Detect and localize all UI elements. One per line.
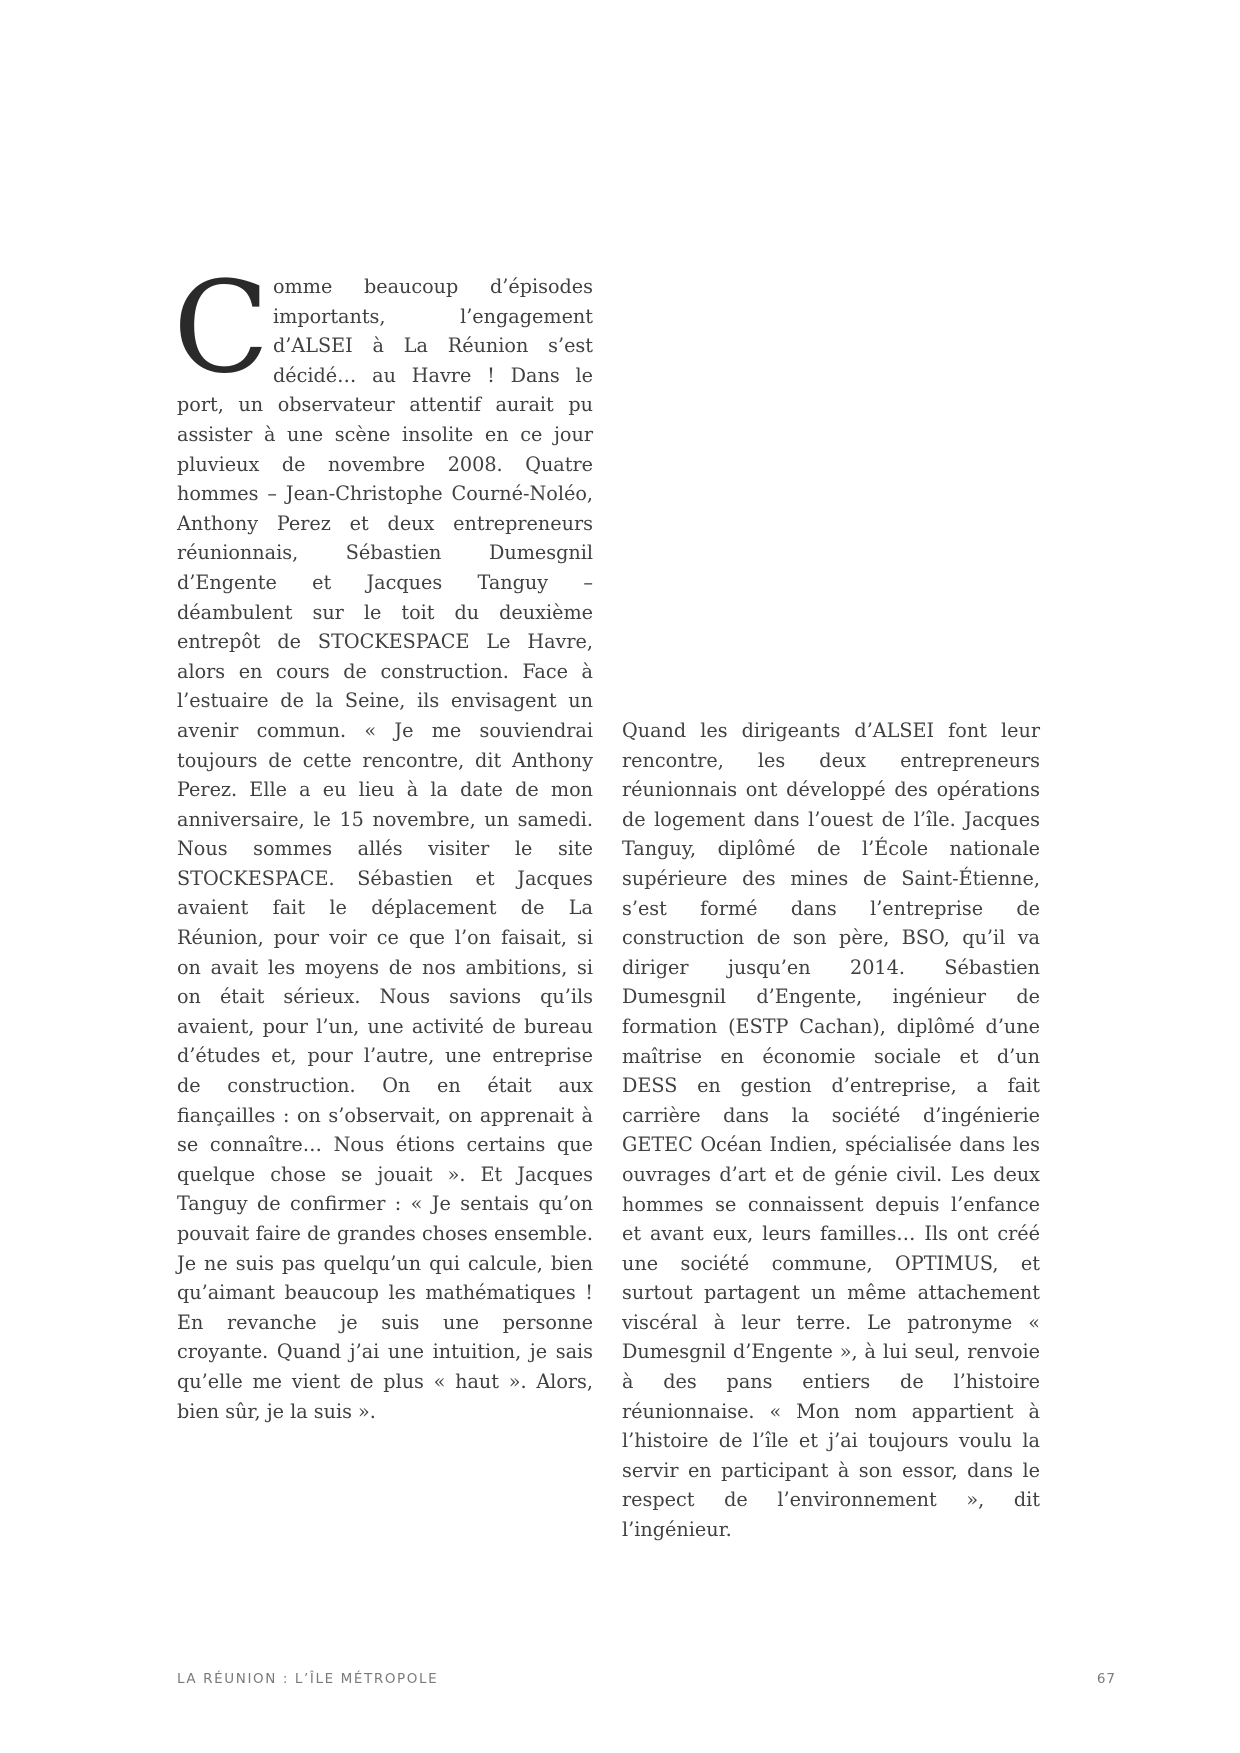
article-column-left [173, 254, 593, 1426]
running-title: LA RÉUNION : L’ÎLE MÉTROPOLE [177, 1671, 439, 1687]
article-paragraph-left: omme beaucoup d’épisodes importants, l’engagement d’ALSEI à La Réunion s’est décidé… au Havre ! Dans le port, un observateur attentif aurait pu assister à une scène insolite en ce jour pluvieux de novembre 2008. Quatre hommes – Jean-Christophe Courné-Noléo, Anthony Perez et deux entrepreneurs réunionnais, Sébastien Dumesgnil d’Engente et Jacques Tanguy – déambulent sur le toit du deuxième entrepôt de STOCKESPACE Le Havre, alors en cours de construction. Face à l’estuaire de la Seine, ils envisagent un avenir commun. « Je me souviendrai toujours de cette rencontre, dit Anthony Perez. Elle a eu lieu à la date de mon anniversaire, le 15 novembre, un samedi. Nous sommes allés visiter le site STOCKESPACE. Sébastien et Jacques avaient fait le déplacement de La Réunion, pour voir ce que l’on faisait, si on avait les moyens de nos ambitions, si on était sérieux. Nous savions qu’ils avaient, pour l’un, une activité de bureau d’études et, pour l’autre, une entreprise de construction. On en était aux fiançailles : on s’observait, on apprenait à se connaître… Nous étions certains que quelque chose se jouait ». Et Jacques Tanguy de confirmer : « Je sentais qu’on pouvait faire de grandes choses ensemble. Je ne suis pas quelqu’un qui calcule, bien qu’aimant beaucoup les mathématiques ! En revanche je suis une personne croyante. Quand j’ai une intuition, je sais qu’elle me vient de plus « haut ». Alors, bien sûr, je la suis ». [177, 275, 593, 1423]
drop-cap: C [173, 254, 270, 401]
article-paragraph-right: Quand les dirigeants d’ALSEI font leur rencontre, les deux entrepreneurs réunionnais ont développé des opérations de logement dans l’ouest de l’île. Jacques Tanguy, diplômé de l’École nationale supérieure des mines de Saint-Étienne, s’est formé dans l’entreprise de construction de son père, BSO, qu’il va diriger jusqu’en 2014. Sébastien Dumesgnil d’Engente, ingénieur de formation (ESTP Cachan), diplômé d’une maîtrise en économie sociale et d’un DESS en gestion d’entreprise, a fait carrière dans la société d’ingénierie GETEC Océan Indien, spécialisée dans les ouvrages d’art et de génie civil. Les deux hommes se connaissent depuis l’enfance et avant eux, leurs familles… Ils ont créé une société commune, OPTIMUS, et surtout partagent un même attachement viscéral à leur terre. Le patronyme « Dumesgnil d’Engente », à lui seul, renvoie à des pans entiers de l’histoire réunionnaise. « Mon nom appartient à l’histoire de l’île et j’ai toujours voulu la servir en participant à son essor, dans le respect de l’environnement », dit l’ingénieur. [622, 719, 1040, 1542]
page-number: 67 [1096, 1671, 1116, 1687]
article-column-right [622, 716, 1040, 1545]
